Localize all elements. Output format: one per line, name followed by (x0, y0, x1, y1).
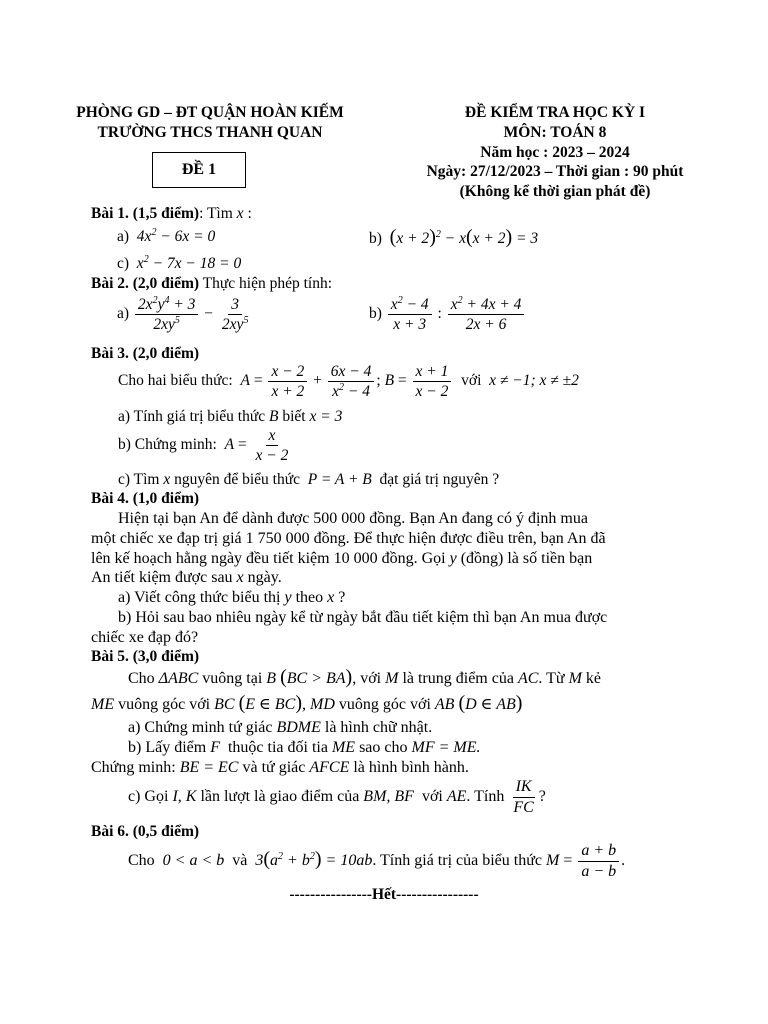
bai1-b: b) $(x + 2)^2 - x(x + 2) = 3$ (369, 226, 539, 248)
bai5-line1: Cho ΔABC vuông tại B (BC > BA), với M là trung điểm của AC. Từ M kẻ (128, 666, 601, 688)
bai3-expressions: Cho hai biểu thức: A = $\frac{x - 2}{x + 2}$ + $\frac{6x - 4}{x^2 - 4}$ ; B = $\frac{x + 1}{x - 2}$ với x ≠ −1; x ≠ ±2 (118, 363, 579, 401)
bai4-p3: lên kế hoạch hằng ngày đều tiết kiệm 10 000 đồng. Gọi y (đồng) là số tiền bạn (91, 550, 593, 567)
subject: MÔN: TOÁN 8 (503, 124, 607, 141)
bai6-heading: Bài 6. (0,5 điểm) (91, 823, 200, 840)
bai6-body: Cho 0 < a < b và $3(a^2 + b^2) = 10ab$. Tính giá trị của biểu thức M = $\frac{a + b}{a - b}$ . (128, 842, 626, 880)
school-department: PHÒNG GD – ĐT QUẬN HOÀN KIẾM (76, 104, 344, 121)
bai4-a: a) Viết công thức biểu thị y theo x ? (118, 589, 346, 606)
bai4-p1: Hiện tại bạn An để dành được 500 000 đồng. Bạn An đang có ý định mua (118, 510, 588, 527)
bai5-c: c) Gọi I, K lần lượt là giao điểm của BM, BF với AE. Tính $\frac{IK}{FC}$ ? (128, 778, 546, 816)
school-name: TRƯỜNG THCS THANH QUAN (97, 124, 323, 141)
bai4-b-line1: b) Hỏi sau bao nhiêu ngày kể từ ngày bắt đầu tiết kiệm thì bạn An mua được (118, 609, 608, 626)
bai3-a: a) Tính giá trị biểu thức B biết x = 3 (118, 408, 343, 425)
bai5-heading: Bài 5. (3,0 điểm) (91, 648, 200, 665)
bai1-a: a) $4x^2 - 6x = 0$ (117, 227, 216, 245)
bai5-proof: Chứng minh: BE = EC và tứ giác AFCE là hình bình hành. (91, 759, 469, 776)
bai4-p4: An tiết kiệm được sau x ngày. (91, 569, 282, 586)
bai1-heading: Bài 1. (1,5 điểm): Tìm x : (91, 205, 252, 222)
bai3-c: c) Tìm x nguyên để biểu thức P = A + B đạt giá trị nguyên ? (118, 471, 500, 488)
bai3-heading: Bài 3. (2,0 điểm) (91, 345, 200, 362)
exam-code-box: ĐỀ 1 (152, 152, 246, 188)
bai4-p2: một chiếc xe đạp trị giá 1 750 000 đồng. Để thực hiện được điều trên, bạn An đã (91, 530, 606, 547)
school-year: Năm học : 2023 – 2024 (480, 144, 630, 161)
bai3-b: b) Chứng minh: A = $\frac{x}{x - 2}$ (118, 427, 289, 465)
bai2-heading: Bài 2. (2,0 điểm) Thực hiện phép tính: (91, 275, 333, 292)
bai2-b: b) $\frac{x^2 - 4}{x + 3}$ : $\frac{x^2 + 4x + 4}{2x + 6}$ (369, 296, 526, 333)
exam-note: (Không kể thời gian phát đề) (459, 183, 651, 200)
bai5-line2: ME vuông góc với BC (E ∈ BC), MD vuông góc với AB (D ∈ AB) (91, 692, 523, 714)
bai4-heading: Bài 4. (1,0 điểm) (91, 490, 200, 507)
exam-date: Ngày: 27/12/2023 – Thời gian : 90 phút (426, 163, 684, 180)
exam-title: ĐỀ KIỂM TRA HỌC KỲ I (464, 104, 646, 121)
bai5-b: b) Lấy điểm F thuộc tia đối tia ME sao cho MF = ME. (128, 739, 481, 756)
bai5-a: a) Chứng minh tứ giác BDME là hình chữ nhật. (128, 719, 433, 736)
bai1-c: c) $x^2 - 7x - 18 = 0$ (117, 254, 242, 272)
bai2-a: a) $\frac{2x^2y^4 + 3}{2xy^5}$ − $\frac{3}{2xy^5}$ (117, 295, 249, 334)
bai4-b-line2: chiếc xe đạp đó? (91, 629, 199, 646)
end-marker: ----------------Hết---------------- (289, 886, 479, 903)
